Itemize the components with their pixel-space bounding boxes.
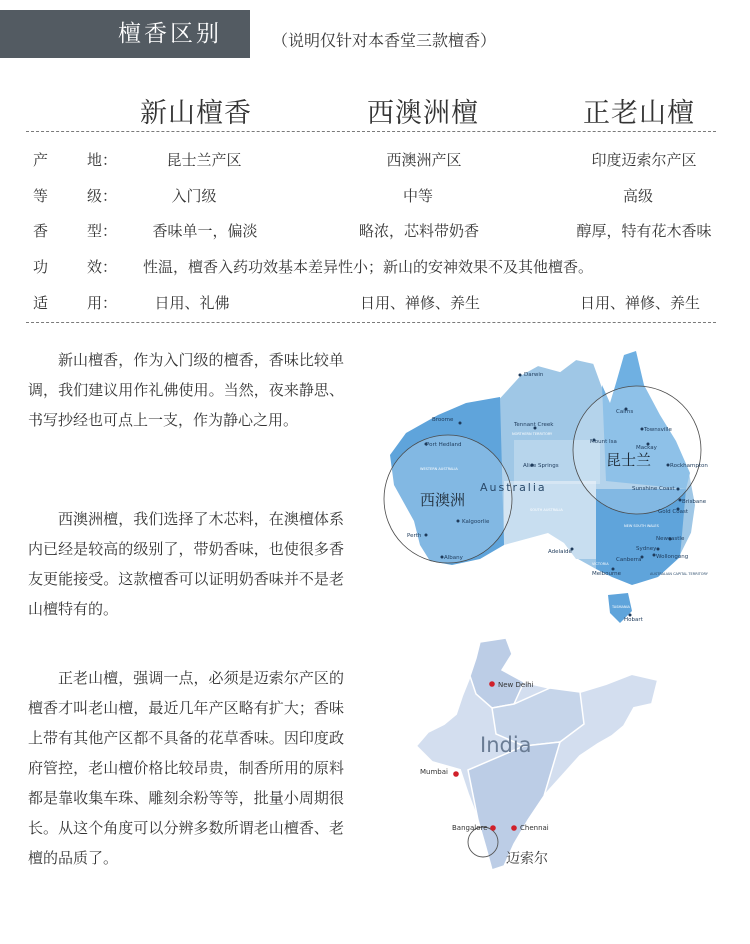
label-west-australia: 西澳洲	[420, 491, 466, 509]
region-south-australia: SOUTH AUSTRALIA	[530, 508, 563, 512]
column-title-west-australia: 西澳洲檀	[367, 98, 479, 129]
cell-usage-laoshan: 日用、禅修、养生	[579, 294, 701, 312]
city-perth: Perth	[407, 533, 422, 539]
region-nsw: NEW SOUTH WALES	[624, 524, 659, 528]
city-alice-springs: Alice Springs	[523, 463, 559, 469]
city-sunshine-coast: Sunshine Coast	[632, 486, 675, 492]
city-townsville: Townsville	[644, 427, 672, 433]
region-victoria: VICTORIA	[592, 562, 609, 566]
city-cairns: Cairns	[616, 409, 634, 415]
city-gold-coast: Gold Coast	[658, 509, 688, 515]
cell-scent-laoshan: 醇厚，特有花木香味	[576, 222, 712, 240]
paragraph-xinshan: 新山檀香，作为入门级的檀香，香味比较单调，我们建议用作礼佛使用。当然，夜来静思、书写抄经也可点上一支，作为静心之用。	[28, 351, 344, 429]
city-broome: Broome	[432, 417, 454, 423]
cell-origin-xinshan: 昆士兰产区	[166, 151, 242, 169]
cell-origin-laoshan: 印度迈索尔产区	[591, 151, 697, 169]
cell-usage-west-australia: 日用、禅修、养生	[359, 294, 481, 312]
city-new-delhi: New Delhi	[498, 681, 534, 689]
city-rockhampton: Rockhampton	[670, 463, 708, 469]
region-northern-territory: NORTHERN TERRITORY	[512, 432, 553, 436]
city-bangalore: Bangalore	[452, 824, 488, 832]
header-note: （说明仅针对本香堂三款檀香）	[272, 31, 497, 50]
column-title-xinshan: 新山檀香	[140, 98, 252, 129]
city-darwin: Darwin	[524, 372, 544, 378]
city-kalgoorlie: Kalgoorlie	[462, 519, 490, 525]
city-mumbai: Mumbai	[420, 768, 448, 776]
country-label-australia: Australia	[480, 481, 547, 494]
page-title: 檀香区别	[118, 21, 222, 47]
region-western-australia: WESTERN AUSTRALIA	[420, 467, 458, 471]
cell-grade-xinshan: 入门级	[171, 187, 217, 205]
city-canberra: Canberra	[616, 557, 642, 563]
city-newcastle: Newcastle	[656, 536, 685, 542]
city-albany: Albany	[444, 555, 463, 561]
label-queensland: 昆士兰	[606, 451, 652, 469]
cell-grade-west-australia: 中等	[402, 187, 434, 205]
city-brisbane: Brisbane	[682, 499, 707, 505]
cell-scent-west-australia: 略浓，芯料带奶香	[358, 222, 480, 240]
cell-origin-west-australia: 西澳洲产区	[386, 151, 462, 169]
city-sydney: Sydney	[636, 546, 657, 552]
india-map	[384, 634, 684, 886]
table-bottom-divider	[26, 322, 716, 323]
city-wollongong: Wollongong	[656, 554, 689, 560]
city-mount-isa: Mount Isa	[590, 439, 617, 445]
paragraph-west-australia: 西澳洲檀，我们选择了木芯料，在澳檀体系内已经是较高的级别了，带奶香味，也使很多香友更能接受。这款檀香可以证明奶香味并不是老山檀特有的。	[28, 510, 344, 618]
table-top-divider	[26, 131, 716, 132]
city-port-hedland: Port Hedland	[426, 442, 462, 448]
city-tennant-creek: Tennant Creek	[514, 422, 554, 428]
city-mackay: Mackay	[636, 445, 657, 451]
country-label-india: India	[480, 733, 532, 757]
australia-map	[380, 345, 740, 635]
paragraph-laoshan: 正老山檀，强调一点，必须是迈索尔产区的檀香才叫老山檀，最近几年产区略有扩大；香味上带有其他产区都不具备的花草香味。因印度政府管控，老山檀价格比较昂贵，制香所用的原料都是靠收集车珠、雕刻余粉等等，批量小周期很长。从这个角度可以分辨多数所谓老山檀香、老檀的品质了。	[28, 669, 344, 867]
city-hobart: Hobart	[624, 617, 643, 623]
cell-efficacy: 性温，檀香入药功效基本差异性小；新山的安神效果不及其他檀香。	[143, 258, 594, 276]
city-melbourne: Melbourne	[592, 571, 622, 577]
cell-usage-xinshan: 日用、礼佛	[154, 294, 230, 312]
region-act: AUSTRALIAN CAPITAL TERRITORY	[650, 572, 708, 576]
city-chennai: Chennai	[520, 824, 549, 832]
city-adelaide: Adelaide	[548, 549, 572, 555]
cell-grade-laoshan: 高级	[622, 187, 654, 205]
region-tasmania: TASMANIA	[612, 605, 630, 609]
cell-scent-xinshan: 香味单一，偏淡	[152, 222, 258, 240]
label-mysore: 迈索尔	[506, 851, 548, 867]
column-title-laoshan: 正老山檀	[583, 98, 695, 129]
